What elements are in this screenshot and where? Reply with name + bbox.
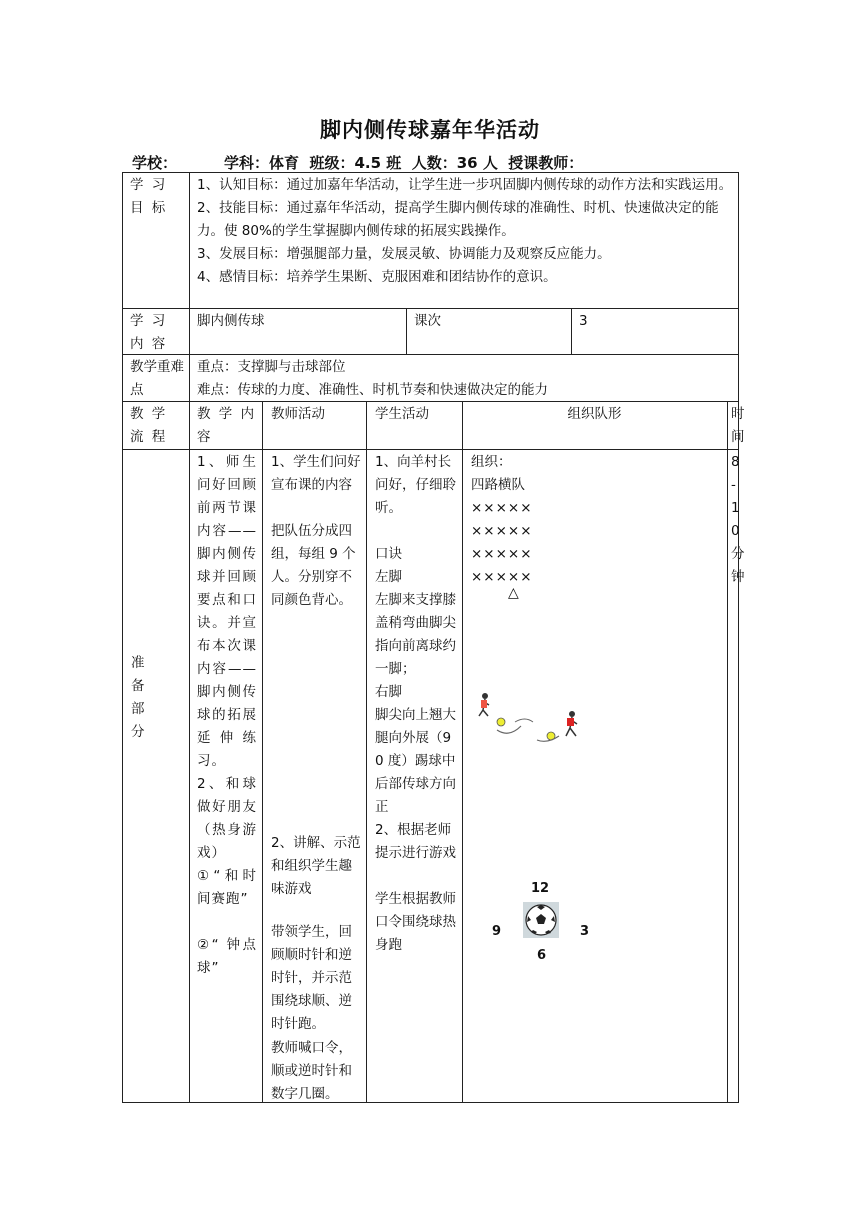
student-item: 学生根据教师口令围绕球热身跑 [375,891,456,953]
table-rule [727,401,728,1103]
goal-item: 1、认知目标：通过加嘉年华活动，让学生进一步巩固脚内侧传球的动作方法和实践运用。 [197,177,733,193]
teacher-item: 带领学生，回顾顺时针和逆时针，并示范围绕球顺、逆时针跑。 [271,924,352,1032]
formation-row: ××××× [471,500,533,516]
teacher-item: 把队伍分成四组，每组 9 个人。分别穿不同颜色背心。 [271,523,356,608]
table-border-left [122,172,123,1103]
teacher-label: 授课教师： [508,154,584,172]
difficulty-point: 难点：传球的力度、准确性、时机节奏和快速做决定的能力 [197,382,548,398]
table-rule [366,401,367,1103]
school-label: 学校： [132,154,178,172]
student-item: 脚尖向上翘大腿向外展（90 度）踢球中后部传球方向正 [375,707,456,815]
table-rule [406,308,407,355]
student-item: 右脚 [375,684,402,700]
prep-content [197,451,257,980]
lesson-label: 课次 [414,313,441,329]
content-item: ①“和时间赛跑” [197,868,257,907]
table-border-top [122,172,739,173]
time-value: 8-10分钟 [731,454,745,585]
formation-row: ××××× [471,546,533,562]
clock-number-12: 12 [531,881,550,896]
soccer-ball-icon [523,902,559,938]
table-border-bottom [122,1102,739,1103]
teacher-item: 1、学生们问好 [271,454,361,470]
teacher-item: 教师喊口令，顺或逆时针和数字几圈。 [271,1040,352,1102]
goal-item: 4、感情目标：培养学生果断、克服困难和团结协作的意识。 [197,269,557,285]
table-rule [262,401,263,1103]
content-item: 2、和球做好朋友（热身游戏） [197,776,257,861]
header-content: 教 学 内 容 [197,406,257,445]
class-label: 班级：4.5 班 [309,154,402,172]
goal-item: 2、技能目标：通过嘉年华活动，提高学生脚内侧传球的准确性、时机、快速做决定的能力。使 80%的学生掌握脚内侧传球的拓展实践操作。 [197,200,719,239]
clock-number-6: 6 [537,948,547,963]
clock-number-3: 3 [580,924,590,939]
formation-row: ××××× [471,523,533,539]
lesson-value: 3 [579,313,588,329]
header-student: 学生活动 [375,406,429,422]
clock-number-9: 9 [492,924,502,939]
goals-label: 学 习 目 标 [130,177,168,216]
table-rule [122,354,739,355]
teacher-activities [271,451,362,1102]
header-flow: 教 学 流 程 [130,406,168,445]
goal-item: 3、发展目标：增强腿部力量，发展灵敏、协调能力及观察反应能力。 [197,246,611,262]
content-value: 脚内侧传球 [197,313,265,329]
focus-point: 重点：支撑脚与击球部位 [197,359,346,375]
subject-label: 学科：体育 [224,154,300,172]
student-activities [375,451,457,957]
formation-block [471,451,533,589]
student-item: 口诀 [375,546,402,562]
student-item: 1、向羊村长问好，仔细聆听。 [375,454,456,516]
lesson-meta [132,152,583,173]
content-label: 学 习 内 容 [130,313,168,352]
teacher-item: 宣布课的内容 [271,477,352,493]
count-label: 人数：36 人 [411,154,498,172]
student-item: 2、根据老师提示进行游戏 [375,822,456,861]
key-points-label: 教学重难点 [130,359,184,398]
table-rule [189,172,190,1103]
teacher-item: 2、讲解、示范和组织学生趣味游戏 [271,835,361,897]
formation-title: 组织： [471,454,512,470]
table-rule [462,401,463,1103]
student-item: 左脚来支撑膝盖稍弯曲脚尖指向前离球约一脚； [375,592,456,677]
passing-players-icon [475,686,595,746]
table-rule [122,308,739,309]
content-item: 1、师生问好回顾前两节课内容——脚内侧传球并回顾要点和口诀。并宣布本次课内容——脚内侧传球的拓展延伸练习。 [197,454,257,769]
key-points [197,356,733,402]
stage-label: 准 备 部 分 [131,655,145,740]
student-item: 左脚 [375,569,402,585]
header-time: 时间 [731,406,745,445]
formation-row: ××××× [471,569,533,585]
teacher-position-icon: △ [508,585,519,601]
table-rule [738,172,739,1103]
formation-type: 四路横队 [471,477,525,493]
goals-list [197,174,733,289]
table-rule [571,308,572,355]
content-item: ②“ 钟点球” [197,937,257,976]
header-formation: 组织队形 [567,406,622,422]
header-teacher: 教师活动 [271,406,325,422]
table-rule [122,449,739,450]
page-title: 脚内侧传球嘉年华活动 [320,118,540,142]
